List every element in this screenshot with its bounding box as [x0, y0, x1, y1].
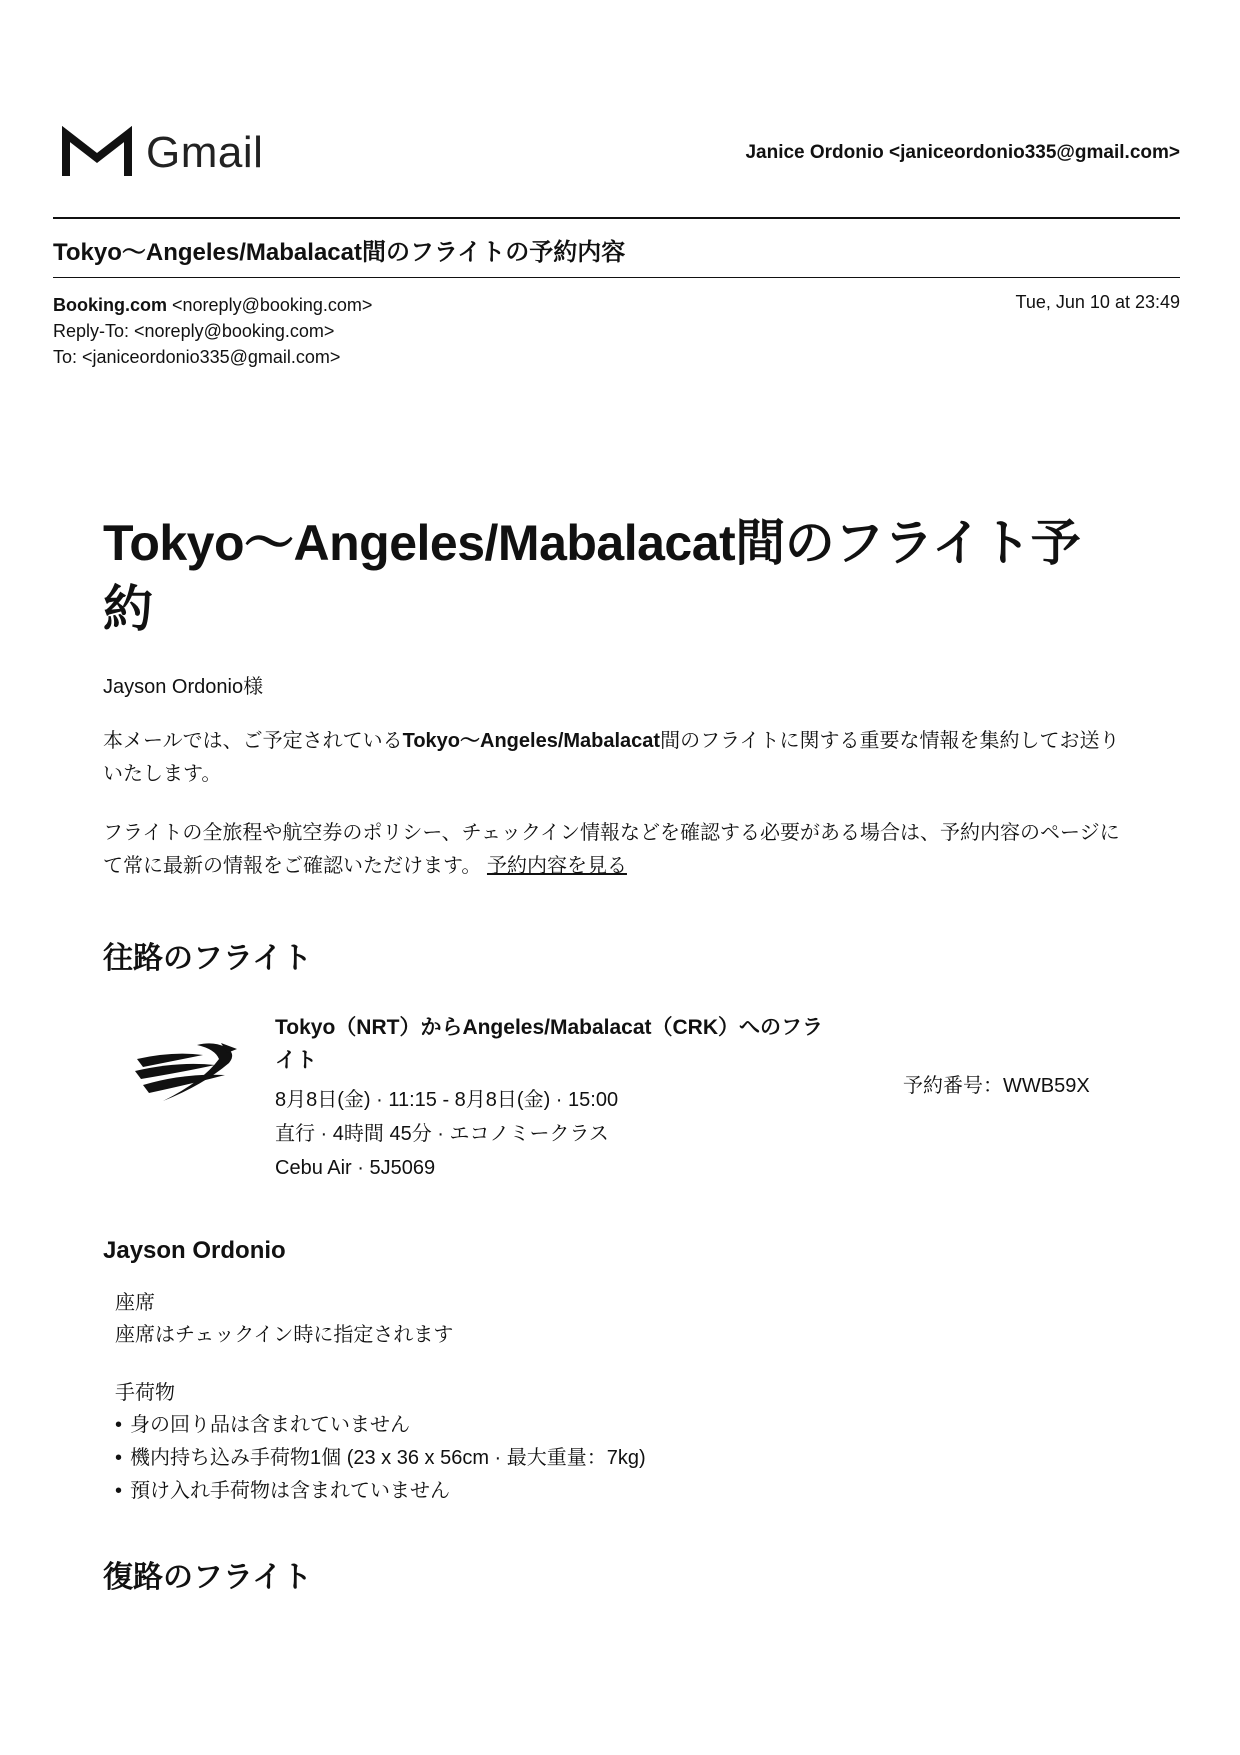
seat-block — [115, 1287, 1133, 1508]
sender-name: Booking.com — [53, 295, 168, 315]
email-body — [103, 510, 1133, 1596]
gmail-m-icon — [62, 126, 132, 180]
luggage-block — [115, 1377, 1133, 1508]
luggage-list — [115, 1409, 1133, 1508]
flight-route: Tokyo（NRT）からAngeles/Mabalacat（CRK）へのフライト — [275, 1016, 824, 1072]
reply-to-line: Reply-To: <noreply@booking.com> — [53, 321, 335, 341]
seat-value: 座席はチェックイン時に指定されます — [115, 1324, 454, 1346]
sender-email: <noreply@booking.com> — [167, 295, 373, 315]
list-item: • 機内持ち込み手荷物1個 (23 x 36 x 56cm · 最大重量：7kg) — [115, 1442, 1133, 1475]
email-meta — [53, 292, 372, 370]
flight-details: 直行 · 4時間 45分 · エコノミークラス — [275, 1123, 609, 1145]
flight-carrier: Cebu Air · 5J5069 — [275, 1157, 436, 1179]
from-line — [53, 292, 372, 318]
subject-divider — [53, 277, 1180, 278]
intro-post: 間のフライトに関する重要な情報を集約してお送りいたします。 — [103, 730, 1120, 785]
seat-label: 座席 — [115, 1292, 155, 1314]
return-heading: 復路のフライト — [103, 1561, 313, 1594]
cebu-pacific-logo-icon — [133, 1029, 243, 1105]
gmail-logo — [62, 126, 263, 180]
header-divider — [53, 217, 1180, 219]
flight-info — [275, 1011, 835, 1185]
gmail-header — [62, 126, 1180, 190]
outbound-flight-card — [103, 1011, 1133, 1211]
flight-times: 8月8日(金) · 11:15 - 8月8日(金) · 15:00 — [275, 1089, 619, 1111]
intro-route: Tokyo〜Angeles/Mabalacat — [402, 730, 661, 752]
booking-title: Tokyo〜Angeles/Mabalacat間のフライト予約 — [103, 515, 1081, 637]
intro-paragraph — [103, 725, 1133, 791]
booking-number: 予約番号：WWB59X — [903, 1075, 1090, 1097]
list-item: • 身の回り品は含まれていません — [115, 1409, 1133, 1442]
policy-paragraph — [103, 817, 1133, 883]
gmail-wordmark: Gmail — [146, 128, 264, 177]
view-booking-link[interactable]: 予約内容を見る — [486, 855, 627, 877]
intro-pre: 本メールでは、ご予定されている — [103, 730, 403, 752]
passenger-name: Jayson Ordonio — [103, 1237, 286, 1264]
policy-text: フライトの全旅程や航空券のポリシー、チェックイン情報などを確認する必要がある場合は、予約内容のページにて常に最新の情報をご確認いただけます。 — [103, 822, 1120, 877]
greeting: Jayson Ordonio様 — [103, 676, 264, 698]
list-item: • 預け入れ手荷物は含まれていません — [115, 1475, 1133, 1508]
account-email: Janice Ordonio <janiceordonio335@gmail.com> — [745, 142, 1180, 163]
luggage-label: 手荷物 — [115, 1382, 175, 1404]
to-line: To: <janiceordonio335@gmail.com> — [53, 347, 341, 367]
outbound-heading: 往路のフライト — [103, 942, 313, 975]
email-subject: Tokyo〜Angeles/Mabalacat間のフライトの予約内容 — [53, 239, 626, 266]
email-date: Tue, Jun 10 at 23:49 — [1015, 292, 1180, 312]
